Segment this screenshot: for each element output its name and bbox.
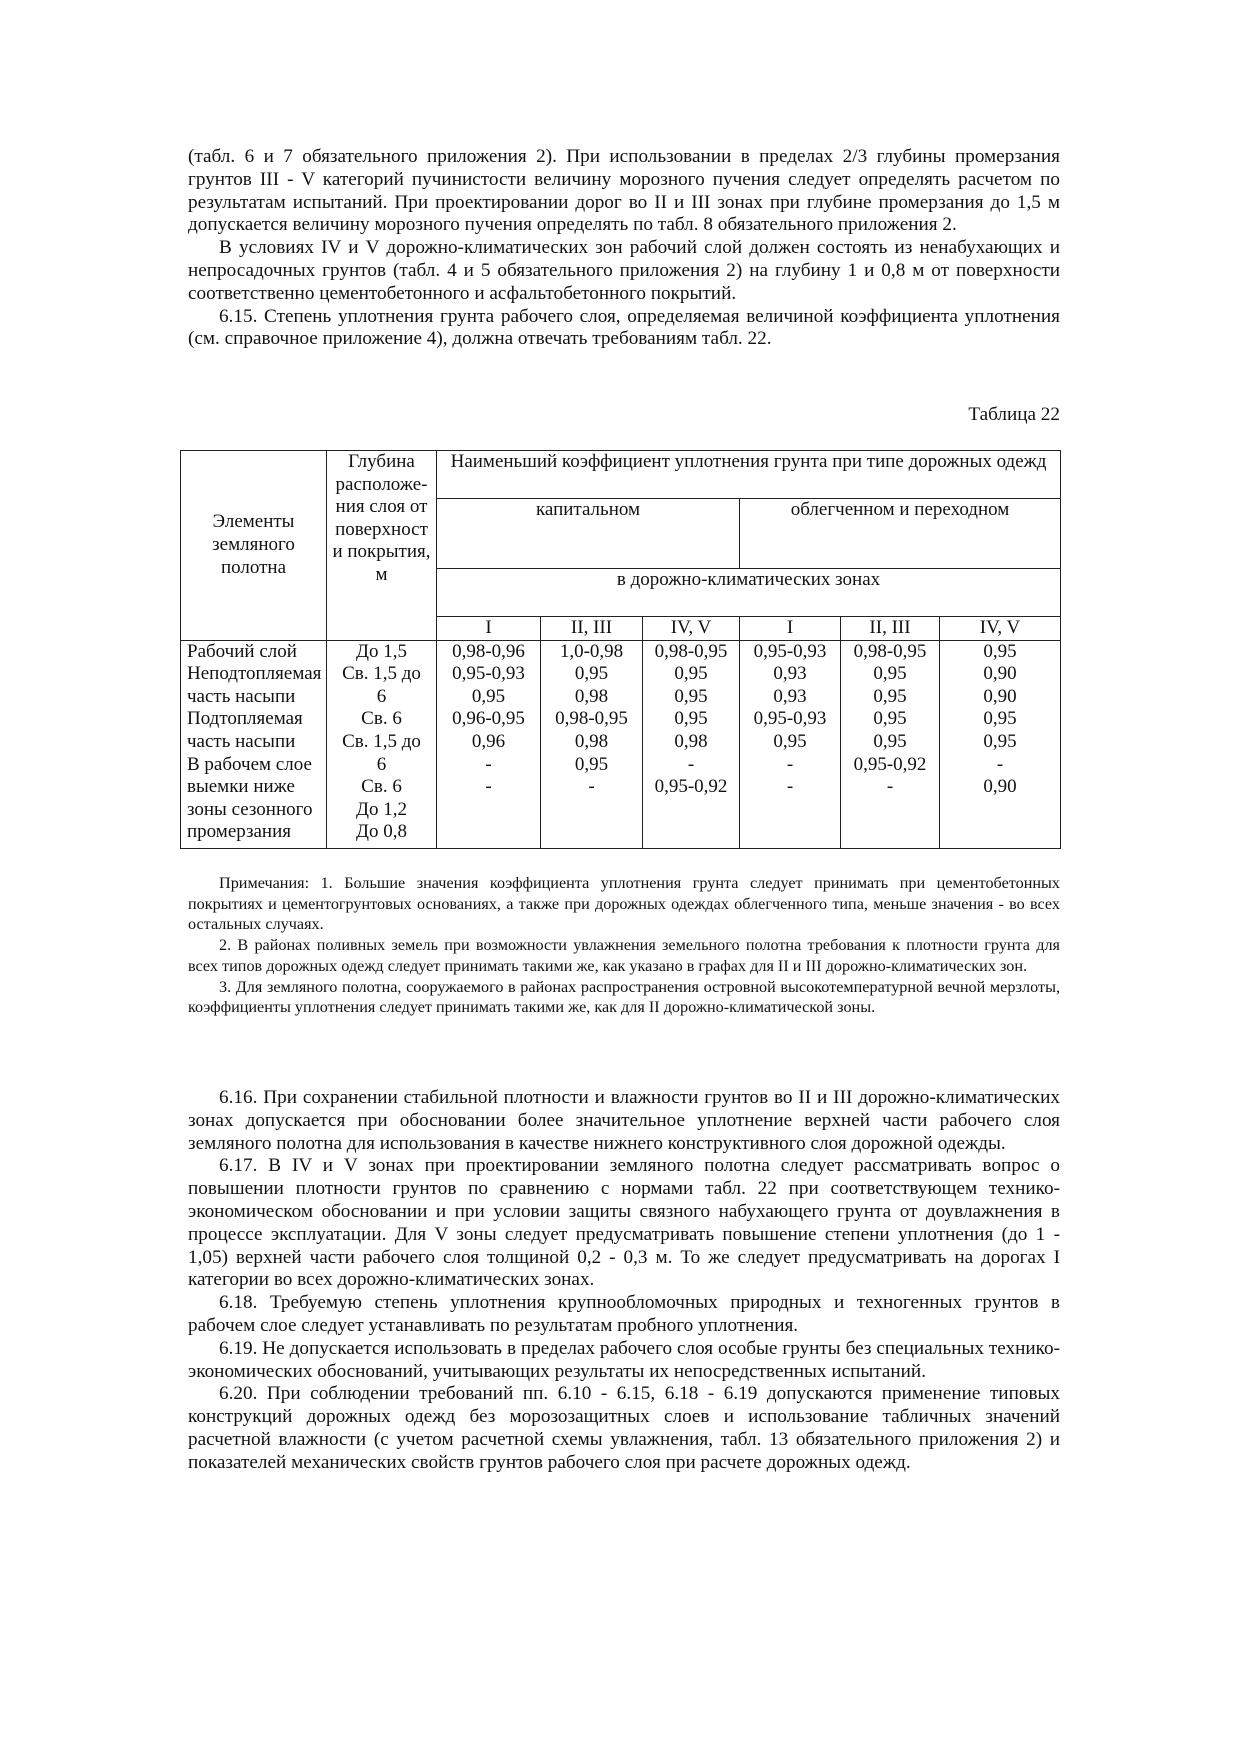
table-cell: 0,95-0,93	[452, 663, 525, 685]
header-zone-capital-2: II, III	[541, 617, 643, 641]
table-cell: 0,95	[873, 708, 907, 730]
header-zone-light-1: I	[740, 617, 841, 641]
table-cell: 0,95-0,92	[853, 753, 927, 775]
table-cell: -	[588, 776, 595, 798]
table-cell: В рабочем слое	[187, 753, 312, 775]
table-cell: Св. 1,5 до	[342, 730, 421, 752]
compaction-table	[180, 450, 1061, 849]
table-cell: 0,93	[773, 663, 807, 685]
table-cell: -	[786, 753, 794, 775]
paragraph-6-15: 6.15. Степень уплотнения грунта рабочего слоя, определяемая величиной коэффициента уплотнения (см. справочное приложение 4), должна отвечать требованиям табл. 22.	[188, 305, 1060, 350]
table-cell: 0,93	[773, 685, 807, 707]
header-zone-light-2: II, III	[841, 617, 940, 641]
depth-column	[327, 640, 437, 848]
light-zone-1-column	[740, 640, 841, 848]
table-cell: 0,96-0,95	[452, 708, 525, 730]
capital-zone-2-column	[541, 640, 643, 848]
table-cell: 0,95	[674, 685, 708, 707]
table-cell: До 1,5	[356, 640, 407, 662]
table-cell: Подтопляемая	[187, 708, 303, 730]
table-cell: 6	[376, 753, 387, 775]
table-cell: 0,95	[773, 730, 807, 752]
table-cell: 0,98	[574, 730, 609, 752]
body-text	[188, 1087, 1060, 1475]
table-notes	[188, 873, 1060, 1018]
table-cell: 0,98-0,95	[853, 640, 927, 662]
intro-paragraph-1: (табл. 6 и 7 обязательного приложения 2). При использовании в пределах 2/3 глубины промерзания грунтов III - V категорий пучинистости величину морозного пучения следует определять расчетом по результатам испытаний. При проектировании дорог во II и III зонах при глубине промерзания до 1,5 м допускается величину морозного пучения определять по табл. 8 обязательного приложения 2.	[188, 146, 1060, 236]
note-3: 3. Для земляного полотна, сооружаемого в районах распространения островной высокотемпературной вечной мерзлоты, коэффициенты уплотнения следует принимать такими же, как для II дорожно-климатической зоны.	[188, 977, 1060, 1017]
table-cell: 0,95	[873, 685, 907, 707]
table-cell: Св. 6	[361, 776, 402, 798]
table-cell: Св. 6	[361, 708, 402, 730]
note-2: 2. В районах поливных земель при возможности увлажнения земельного полотна требования к плотности грунта для всех типов дорожных одежд следует принимать такими же, как указано в графах для II и III дорожно-климатических зон.	[188, 936, 1060, 975]
table-cell: 0,95	[574, 753, 609, 775]
table-cell: 0,95-0,92	[654, 776, 728, 798]
table-cell: Рабочий слой	[187, 640, 297, 662]
header-elements: Элементы земляного полотна	[181, 451, 327, 641]
table-cell: 6	[376, 685, 387, 707]
paragraph-6-18: 6.18. Требуемую степень уплотнения крупнообломочных природных и техногенных грунтов в рабочем слое следует устанавливать по результатам пробного уплотнения.	[188, 1292, 1060, 1336]
table-cell: -	[485, 753, 492, 775]
header-light: облегченном и переходном	[740, 499, 1061, 569]
table-cell: 0,95	[873, 730, 907, 752]
table-cell: -	[786, 776, 794, 798]
table-cell: 0,95	[674, 663, 708, 685]
table-cell: 0,95-0,93	[753, 708, 827, 730]
table-cell: Св. 1,5 до	[342, 663, 421, 685]
table-cell: 0,95	[983, 640, 1017, 662]
capital-zone-3-column	[643, 640, 740, 848]
paragraph-6-17: 6.17. В IV и V зонах при проектировании земляного полотна следует рассматривать вопрос о повышении плотности грунтов по сравнению с нормами табл. 22 при соответствующем технико-экономическом обосновании и при условии защиты связного набухающего грунта от доувлажнения в процессе эксплуатации. Для V зоны следует предусматривать повышение степени уплотнения (до 1 - 1,05) верхней части рабочего слоя толщиной 0,2 - 0,3 м. То же следует предусматривать на дорогах I категории во всех дорожно-климатических зонах.	[188, 1155, 1060, 1291]
capital-zone-1-column	[437, 640, 541, 848]
table-cell: До 1,2	[356, 798, 407, 820]
table-cell: 1,0-0,98	[559, 640, 624, 662]
table-cell: 0,98	[574, 685, 609, 707]
table-cell: -	[687, 753, 695, 775]
light-zone-2-column	[841, 640, 940, 848]
table-cell: 0,98-0,95	[555, 708, 628, 730]
table-cell: 0,98-0,96	[452, 640, 525, 662]
table-cell: промерзания	[187, 821, 292, 843]
light-zone-3-column	[940, 640, 1061, 848]
table-cell: До 0,8	[356, 821, 407, 843]
table-caption: Таблица 22	[968, 404, 1060, 425]
table-cell: 0,90	[983, 776, 1017, 798]
header-zones: в дорожно-климатических зонах	[437, 569, 1061, 617]
table-cell: -	[485, 776, 492, 798]
header-coefficient: Наименьший коэффициент уплотнения грунта при типе дорожных одежд	[437, 451, 1061, 499]
table-cell: -	[886, 776, 894, 798]
intro-paragraph-2: В условиях IV и V дорожно-климатических зон рабочий слой должен состоять из ненабухающих и непросадочных грунтов (табл. 4 и 5 обязательного приложения 2) на глубину 1 и 0,8 м от поверхности соответственно цементобетонного и асфальтобетонного покрытий.	[188, 237, 1060, 304]
paragraph-6-20: 6.20. При соблюдении требований пп. 6.10 - 6.15, 6.18 - 6.19 допускаются применение типовых конструкций дорожных одежд без морозозащитных слоев и использование табличных значений расчетной влажности (с учетом расчетной схемы увлажнения, табл. 13 обязательного приложения 2) и показателей механических свойств грунтов рабочего слоя при расчете дорожных одежд.	[188, 1383, 1060, 1473]
header-capital: капитальном	[437, 499, 740, 569]
table-cell: 0,95-0,93	[753, 640, 827, 662]
table-cell: 0,98	[674, 730, 708, 752]
paragraph-6-16: 6.16. При сохранении стабильной плотности и влажности грунтов во II и III дорожно-климатических зонах допускается при обосновании более значительное уплотнение верхней части рабочего слоя земляного полотна для использования в качестве нижнего конструктивного слоя дорожной одежды.	[188, 1087, 1060, 1154]
intro-text	[188, 146, 1060, 351]
table-cell: 0,95	[873, 663, 907, 685]
table-cell: выемки ниже	[187, 776, 295, 798]
table-cell: часть насыпи	[187, 730, 296, 752]
header-zone-capital-3: IV, V	[643, 617, 740, 641]
paragraph-6-19: 6.19. Не допускается использовать в пределах рабочего слоя особые грунты без специальных технико-экономических обоснований, учитывающих результаты их непосредственных испытаний.	[188, 1337, 1060, 1382]
table-cell: Неподтопляемая	[187, 663, 322, 685]
elements-column	[181, 640, 327, 848]
table-cell: 0,95	[674, 708, 708, 730]
table-cell: зоны сезонного	[187, 798, 313, 820]
table-cell: часть насыпи	[187, 685, 296, 707]
table-cell: 0,95	[471, 685, 506, 707]
table-cell: 0,90	[983, 685, 1017, 707]
table-cell: 0,95	[574, 663, 609, 685]
table-cell: -	[996, 753, 1004, 775]
table-cell: 0,95	[983, 730, 1017, 752]
header-depth: Глубина расположе-ния слоя от поверхност и покрытия, м	[327, 451, 437, 641]
table-cell: 0,98-0,95	[654, 640, 728, 662]
table-cell: 0,96	[471, 730, 506, 752]
header-zone-capital-1: I	[437, 617, 541, 641]
note-1: Примечания: 1. Большие значения коэффициента уплотнения грунта следует принимать при цементобетонных покрытиях и цементогрунтовых основаниях, а также при дорожных одеждах облегченного типа, меньше значения - во всех остальных случаях.	[188, 874, 1060, 934]
table-cell: 0,90	[983, 663, 1017, 685]
table-cell: 0,95	[983, 708, 1017, 730]
header-zone-light-3: IV, V	[940, 617, 1061, 641]
